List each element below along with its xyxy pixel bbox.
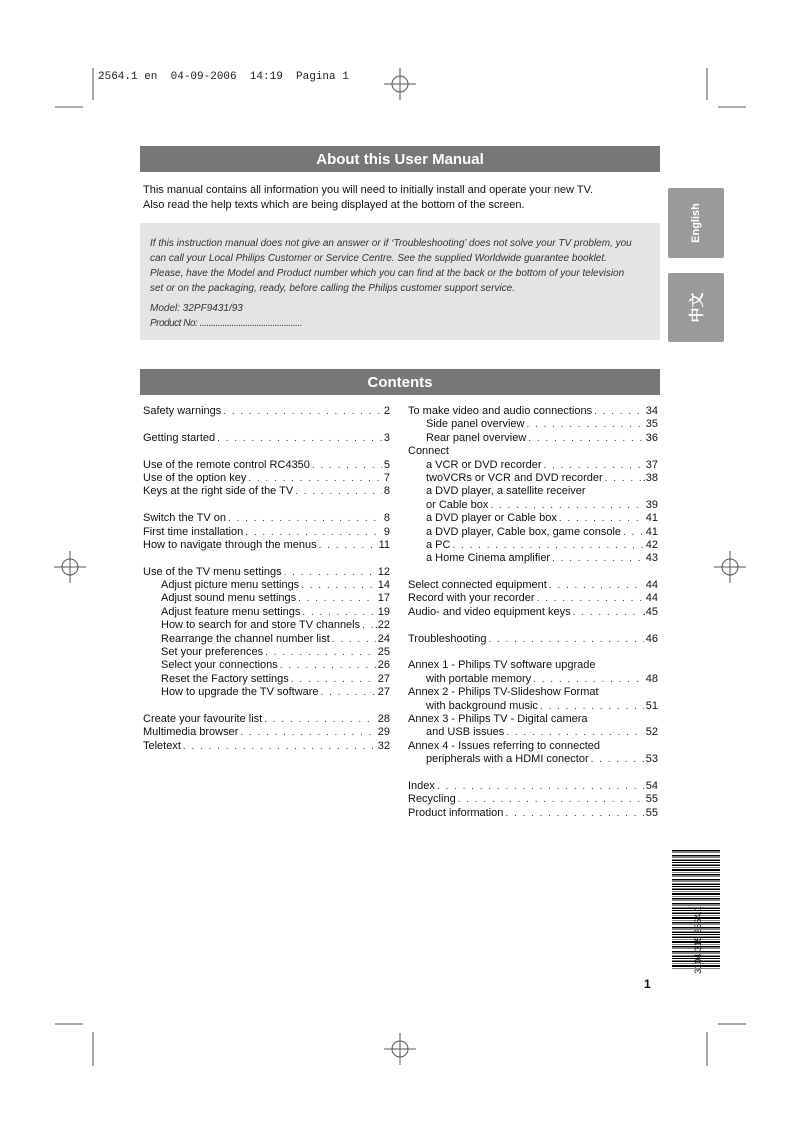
toc-entry-page: .38 [642,471,658,484]
toc-entry[interactable] [143,633,390,646]
toc-entry-page: 55 [645,806,658,819]
toc-entry[interactable] [143,526,390,539]
contents-heading: Contents [367,373,433,391]
toc-dot-leader [284,566,376,579]
toc-entry-title: twoVCRs or VCR and DVD recorder [426,471,603,484]
toc-dot-leader [605,472,641,485]
toc-dot-leader [591,753,644,766]
toc-entry-page: 34 [645,405,658,417]
toc-entry[interactable] [408,633,658,646]
toc-entry-page: 12 [377,565,390,578]
toc-dot-leader [573,606,641,619]
toc-entry-title: a DVD player, a satellite receiver [426,485,586,498]
toc-entry-page: 42 [645,538,658,551]
toc-entry-page: 39 [645,498,658,511]
about-heading-bar [140,146,660,172]
toc-entry[interactable] [408,807,658,820]
toc-entry-title: Connect [408,445,449,458]
toc-dot-leader [540,700,644,713]
toc-entry[interactable] [143,579,390,592]
toc-entry-page: 43 [645,552,658,565]
toc-entry-page: 52 [645,726,658,739]
note-line-1: If this instruction manual does not give an answer or if ‘Troubleshooting’ does not solve your TV problem, you [150,238,632,249]
toc-dot-leader [291,673,376,686]
toc-entry-page: 11 [378,538,390,551]
toc-entry-page: 29 [377,726,390,739]
toc-entry[interactable] [143,592,390,605]
intro-line-1: This manual contains all information you will need to initially install and operate your new TV. [143,184,594,196]
toc-dot-leader [505,807,643,820]
toc-entry-title: To make video and audio connections [408,405,593,417]
toc-entry-page: 8 [383,512,390,525]
toc-entry[interactable] [408,753,658,766]
toc-entry[interactable] [408,472,658,485]
toc-entry-page: 32 [377,739,390,752]
toc-dot-leader [321,686,376,699]
toc-entry[interactable] [408,606,658,619]
toc-entry-title: a Home Cinema amplifier [426,552,551,565]
toc-entry[interactable] [143,472,390,485]
toc-entry-title: Index [408,779,435,792]
toc-entry-page: 9 [383,525,390,538]
note-line-2: can call your Local Philips Customer or Service Centre. See the supplied Worldwide guarantee booklet. [150,253,607,264]
toc-entry-page: 46 [645,632,658,645]
toc-entry-page: 27 [377,672,390,685]
product-number: Product No: ............................................. [150,318,303,329]
toc-entry-title: Recycling [408,793,456,806]
toc-dot-leader [302,606,375,619]
toc-dot-leader [526,418,643,431]
toc-entry-page: 37 [645,458,658,471]
toc-entry[interactable] [408,405,658,418]
toc-entry[interactable] [143,432,390,445]
toc-entry-title: Troubleshooting [408,632,487,645]
toc-entry[interactable] [408,659,658,672]
toc-entry-page: .45 [642,605,658,618]
toc-entry-title: Reset the Factory settings [161,672,289,685]
toc-entry[interactable] [408,552,658,565]
toc-entry-title: Keys at the right side of the TV [143,485,294,498]
toc-entry-title: Use of the option key [143,471,247,484]
toc-entry-title: Adjust sound menu settings [161,592,297,605]
toc-entry-page: 2 [383,405,390,417]
toc-dot-leader [528,432,643,445]
toc-dot-leader [544,459,644,472]
toc-dot-leader [594,405,644,418]
toc-dot-leader [452,539,643,552]
toc-dot-leader [319,539,377,552]
toc-entry[interactable] [408,740,658,753]
toc-entry-title: or Cable box [426,498,489,511]
toc-dot-leader [217,432,382,445]
toc-entry-page: 19 [377,605,390,618]
toc-entry-title: Set your preferences [161,646,264,659]
toc-entry-page: 48 [645,672,658,685]
toc-entry[interactable] [408,526,658,539]
toc-entry-title: Select connected equipment [408,579,547,592]
toc-entry-title: Create your favourite list [143,712,263,725]
toc-entry-title: a DVD player or Cable box [426,512,557,525]
toc-dot-leader [437,780,644,793]
toc-entry-title: Side panel overview [426,418,525,431]
toc-dot-leader [280,659,376,672]
toc-dot-leader [245,526,382,539]
toc-dot-leader [265,646,376,659]
toc-entry[interactable] [408,459,658,472]
toc-entry-title: Teletext [143,739,181,752]
toc-entry-page: 3 [383,431,390,444]
toc-entry-page: 36 [645,431,658,444]
toc-dot-leader [301,579,376,592]
toc-entry[interactable] [143,713,390,726]
toc-entry-page: 41 [645,525,658,538]
toc-entry-title: with portable memory [426,672,532,685]
toc-entry-title: Record with your recorder [408,592,535,605]
toc-entry-page: 28 [377,712,390,725]
toc-entry-page: 55 [645,793,658,806]
toc-entry[interactable] [408,713,658,726]
toc-entry-page: 5 [383,458,390,471]
toc-entry-title: with background music [426,699,538,712]
toc-entry-page: 53 [645,753,658,766]
toc-dot-leader [362,619,373,632]
toc-dot-leader [228,512,382,525]
toc-dot-leader [490,499,643,512]
toc-entry[interactable] [408,445,658,458]
toc-entry-page: 41 [645,512,658,525]
toc-entry-title: Multimedia browser [143,726,239,739]
note-line-4: set or on the packaging, ready, before calling the Philips customer support service. [150,283,516,294]
toc-dot-leader [549,579,644,592]
toc-entry[interactable] [143,740,390,753]
toc-entry-title: Annex 1 - Philips TV software upgrade [408,659,596,672]
toc-left-column [143,405,390,753]
toc-dot-leader [223,405,382,418]
toc-entry[interactable] [408,539,658,552]
model-number: Model: 32PF9431/93 [150,303,243,314]
toc-dot-leader [264,713,376,726]
toc-entry-page: 24 [377,632,390,645]
toc-entry-title: Annex 3 - Philips TV - Digital camera [408,712,588,725]
toc-entry[interactable] [408,700,658,713]
toc-entry-title: Rear panel overview [426,431,527,444]
toc-dot-leader [183,740,376,753]
toc-dot-leader [295,485,382,498]
toc-entry-title: How to upgrade the TV software [161,686,319,699]
toc-entry-title: First time installation [143,525,244,538]
toc-dot-leader [533,673,644,686]
toc-entry[interactable] [143,726,390,739]
barcode-number: 3104 315 2564.1 [693,906,703,974]
toc-entry-page: .22 [374,619,390,632]
note-line-3: Please, have the Model and Product number which you can find at the back or the bottom of your television [150,268,625,279]
toc-entry-title: a DVD player, Cable box, game console [426,525,622,538]
toc-entry-title: Adjust feature menu settings [161,605,301,618]
toc-dot-leader [537,592,644,605]
toc-dot-leader [312,459,382,472]
toc-dot-leader [552,552,644,565]
toc-entry[interactable] [408,726,658,739]
toc-entry-title: Annex 2 - Philips TV-Slideshow Format [408,686,599,699]
intro-line-2: Also read the help texts which are being displayed at the bottom of the screen. [143,199,525,211]
toc-entry[interactable] [143,539,390,552]
toc-dot-leader [458,793,644,806]
toc-entry[interactable] [143,405,390,418]
language-tab-chinese-label: 中文 [688,292,706,323]
toc-entry[interactable] [143,606,390,619]
toc-entry-title: Use of the TV menu settings [143,565,282,578]
toc-entry[interactable] [408,512,658,525]
contents-heading-bar [140,369,660,395]
toc-entry-title: Adjust picture menu settings [161,579,300,592]
toc-entry[interactable] [143,646,390,659]
toc-entry[interactable] [408,485,658,498]
print-header: 2564.1 en 04-09-2006 14:19 Pagina 1 [98,71,349,83]
toc-entry-title: Audio- and video equipment keys [408,605,571,618]
toc-entry-title: How to search for and store TV channels [161,619,361,632]
toc-entry-page: 26 [377,659,390,672]
toc-entry-title: a PC [426,538,451,551]
toc-dot-leader [559,512,644,525]
toc-entry[interactable] [408,793,658,806]
toc-entry-page: 51 [645,699,658,712]
toc-entry-page: 44 [645,579,658,592]
toc-entry[interactable] [143,512,390,525]
toc-entry[interactable] [408,592,658,605]
toc-entry-title: How to navigate through the menus [143,538,317,551]
toc-dot-leader [240,726,375,739]
toc-entry[interactable] [143,459,390,472]
toc-entry[interactable] [143,673,390,686]
toc-entry[interactable] [408,686,658,699]
toc-dot-leader [623,526,644,539]
toc-dot-leader [488,633,643,646]
page-number: 1 [644,977,651,991]
about-heading: About this User Manual [316,150,484,168]
toc-entry-title: Product information [408,806,504,819]
toc-entry[interactable] [408,579,658,592]
toc-dot-leader [332,633,376,646]
toc-entry-title: Rearrange the channel number list [161,632,330,645]
toc-entry-page: 35 [645,418,658,431]
toc-entry[interactable] [143,619,390,632]
toc-entry-title: Select your connections [161,659,278,672]
help-note-box [140,223,660,340]
toc-entry-page: 54 [645,779,658,792]
toc-entry[interactable] [143,686,390,699]
toc-entry-page: 7 [383,471,390,484]
toc-entry-title: Use of the remote control RC4350 [143,458,310,471]
language-tab-english-label: English [689,203,702,243]
toc-entry[interactable] [408,673,658,686]
toc-dot-leader [298,592,376,605]
toc-entry-title: Getting started [143,431,216,444]
toc-entry[interactable] [408,432,658,445]
toc-entry-page: 25 [377,646,390,659]
toc-entry-page: 17 [377,592,390,605]
toc-entry-title: Annex 4 - Issues referring to connected [408,739,600,752]
toc-entry[interactable] [408,418,658,431]
toc-dot-leader [506,726,643,739]
toc-entry[interactable] [143,566,390,579]
toc-entry-page: 14 [377,579,390,592]
toc-entry[interactable] [143,659,390,672]
toc-entry-title: peripherals with a HDMI conector [426,753,589,766]
toc-entry[interactable] [408,499,658,512]
toc-entry-page: 8 [383,485,390,498]
intro-text [143,183,663,213]
toc-entry-title: a VCR or DVD recorder [426,458,542,471]
language-tab-chinese[interactable] [668,273,724,342]
toc-right-column [408,405,658,820]
toc-entry[interactable] [143,485,390,498]
toc-dot-leader [248,472,382,485]
toc-entry-title: Safety warnings [143,405,222,417]
toc-entry-title: Switch the TV on [143,512,226,525]
language-tab-english[interactable] [668,188,724,258]
toc-entry-title: and USB issues [426,726,505,739]
toc-entry[interactable] [408,780,658,793]
toc-entry-page: 27 [377,686,390,699]
toc-entry-page: 44 [645,592,658,605]
